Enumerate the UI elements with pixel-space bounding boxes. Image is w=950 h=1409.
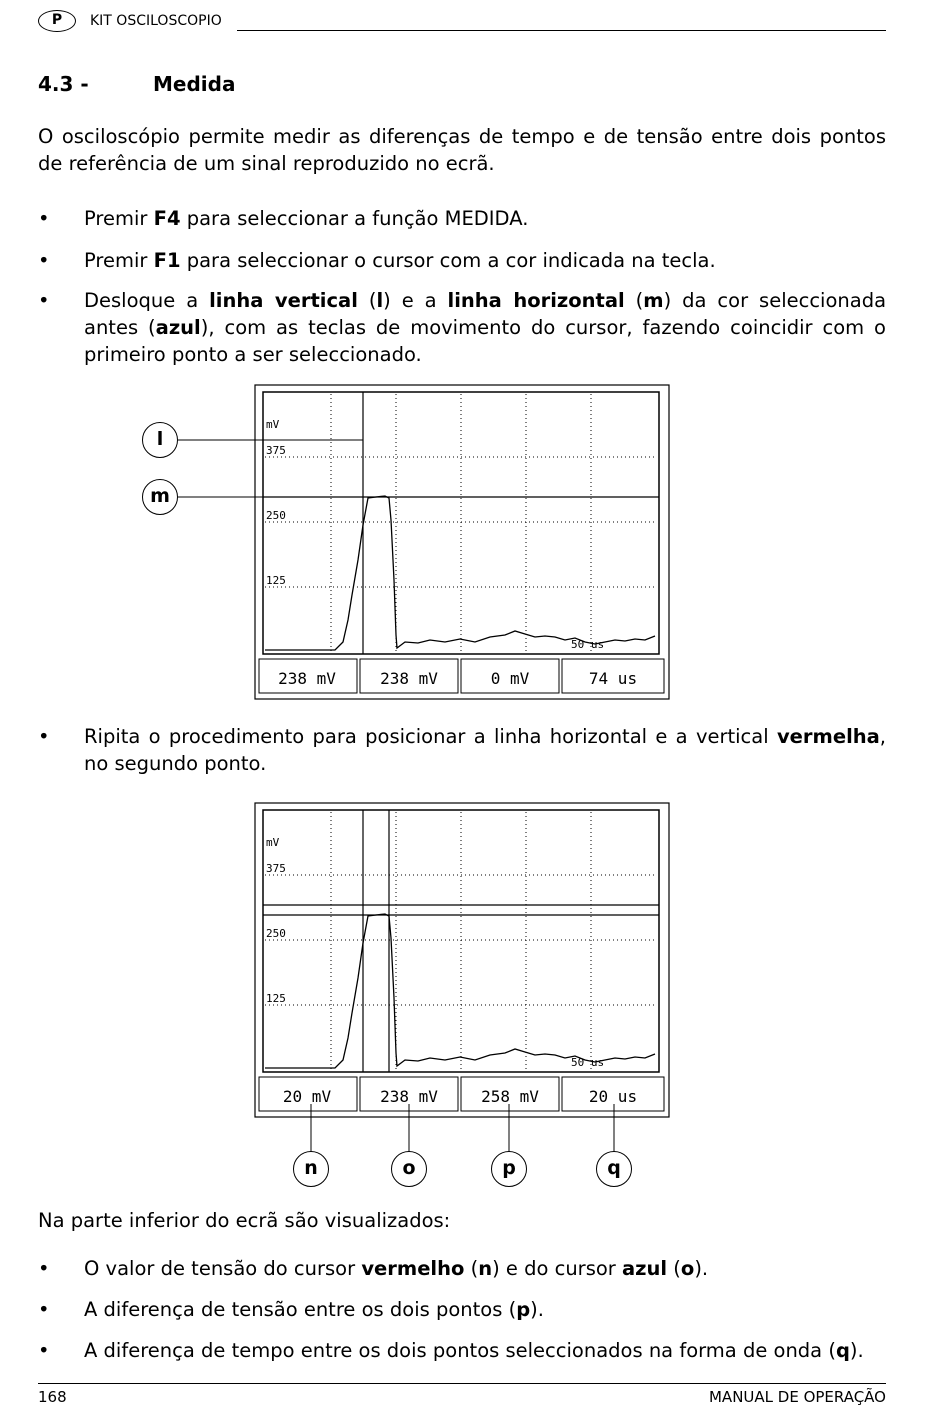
intro-paragraph: O osciloscópio permite medir as diferenças de tempo e de tensão entre dois pontos de referência de um sinal reproduzido no ecrã. [38,125,886,175]
callout-n: n [293,1151,329,1187]
page-number: 168 [38,1388,67,1406]
bullet-dot: • [38,1298,50,1321]
footer-rule [38,1383,886,1384]
bullet-repeat-procedure: Ripita o procedimento para posicionar a linha horizontal e a vertical vermelha, no segundo ponto. [84,725,886,775]
readout-value: 0 mV [490,669,530,688]
callout-o: o [391,1151,427,1187]
grid [265,812,657,1070]
tick-label: 250 [266,927,286,940]
bullet-dot: • [38,1257,50,1280]
oscilloscope-figure-1 [0,380,950,710]
callout-m: m [142,479,178,515]
display-intro: Na parte inferior do ecrã são visualizados: [38,1209,451,1232]
bullet-f4: Premir F4 para seleccionar a função MEDIDA. [84,207,529,230]
grid [265,394,657,652]
timebase-label: 50 us [571,1056,605,1069]
oscilloscope-figure-2 [0,798,950,1218]
readout-value: 258 mV [481,1087,539,1106]
waveform [265,496,655,650]
bullet-time-difference: A diferença de tempo entre os dois pontos seleccionados na forma de onda (q). [84,1339,864,1362]
readout-value: 238 mV [380,1087,438,1106]
footer-title: MANUAL DE OPERAÇÃO [708,1388,886,1406]
callout-p: p [491,1151,527,1187]
callout-l: l [142,422,178,458]
header-title: KIT OSCILOSCOPIO [90,13,222,29]
waveform [265,914,655,1068]
bullet-voltage-difference: A diferença de tensão entre os dois pontos (p). [84,1298,544,1321]
readout-value: 20 us [588,1087,638,1106]
bullet-dot: • [38,1339,50,1362]
readout-value: 74 us [588,669,638,688]
figure-frame [255,803,669,1117]
bullet-voltage-values: O valor de tensão do cursor vermelho (n) e do cursor azul (o). [84,1257,709,1280]
bullet-dot: • [38,289,50,312]
timebase-label: 50 us [571,638,605,651]
tick-label: 375 [266,862,286,875]
tick-label: 375 [266,444,286,457]
header-rule [237,30,886,31]
unit-label: mV [266,418,280,431]
bullet-f1: Premir F1 para seleccionar o cursor com a cor indicada na tecla. [84,249,716,272]
bullet-dot: • [38,249,50,272]
readout-value: 238 mV [278,669,336,688]
bullet-dot: • [38,725,50,748]
bullet-cursor-instructions: Desloque a linha vertical (l) e a linha horizontal (m) da cor seleccionada antes (azul), com as teclas de movimento do cursor, fazendo coincidir com o primeiro ponto a ser seleccionado. [84,289,887,366]
bullet-dot: • [38,207,50,230]
tick-label: 125 [266,992,286,1005]
tick-label: 125 [266,574,286,587]
section-title: Medida [153,72,236,96]
readout-value: 20 mV [282,1087,332,1106]
unit-label: mV [266,836,280,849]
section-number: 4.3 - [38,72,89,96]
readout-value: 238 mV [380,669,438,688]
tick-label: 250 [266,509,286,522]
figure-frame [255,385,669,699]
language-badge: P [38,10,76,32]
callout-q: q [596,1151,632,1187]
